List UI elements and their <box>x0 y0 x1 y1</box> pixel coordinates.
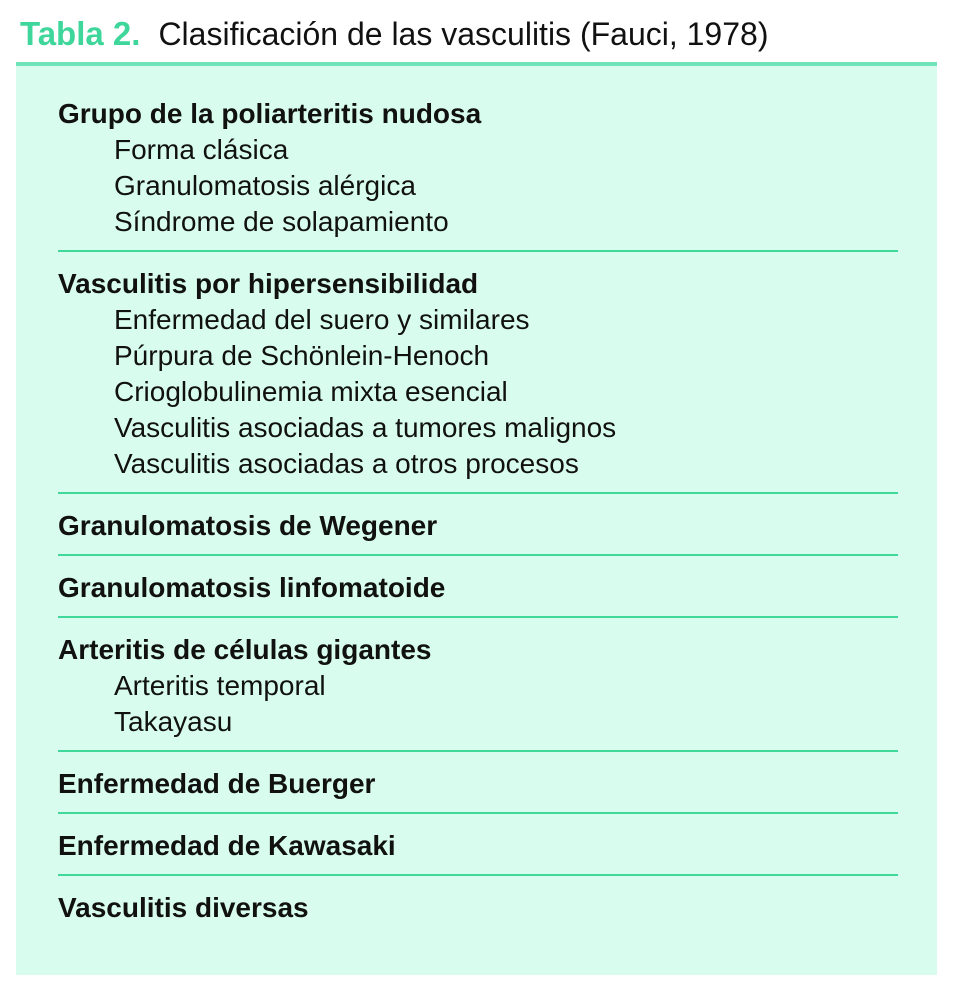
group-heading: Grupo de la poliarteritis nudosa <box>58 98 482 129</box>
group-item: Síndrome de solapamiento <box>114 206 449 237</box>
group-vasculitis-diversas <box>58 886 898 936</box>
group-granulomatosis-wegener <box>58 504 898 556</box>
group-item: Vasculitis asociadas a tumores malignos <box>114 412 617 443</box>
group-item: Crioglobulinemia mixta esencial <box>114 376 508 407</box>
group-heading: Granulomatosis linfomatoide <box>58 572 446 603</box>
group-item: Vasculitis asociadas a otros procesos <box>114 448 579 479</box>
group-heading: Vasculitis diversas <box>58 892 309 923</box>
classification-table <box>16 62 937 975</box>
group-granulomatosis-linfomatoide <box>58 566 898 618</box>
group-item: Forma clásica <box>114 134 289 165</box>
table-number-label: Tabla 2. <box>20 15 141 52</box>
table-title: Clasificación de las vasculitis (Fauci, 1978) <box>158 15 769 52</box>
group-arteritis-celulas-gigantes <box>58 628 898 752</box>
group-item: Takayasu <box>114 706 233 737</box>
group-enfermedad-kawasaki <box>58 824 898 876</box>
group-heading: Enfermedad de Buerger <box>58 768 376 799</box>
group-item: Enfermedad del suero y similares <box>114 304 530 335</box>
group-vasculitis-hipersensibilidad <box>58 262 898 494</box>
group-item: Granulomatosis alérgica <box>114 170 416 201</box>
group-heading: Arteritis de células gigantes <box>58 634 432 665</box>
group-enfermedad-buerger <box>58 762 898 814</box>
group-heading: Granulomatosis de Wegener <box>58 510 438 541</box>
group-item: Púrpura de Schönlein-Henoch <box>114 340 490 371</box>
group-poliarteritis-nudosa <box>58 92 898 252</box>
group-list <box>58 92 898 946</box>
group-heading: Vasculitis por hipersensibilidad <box>58 268 479 299</box>
group-item: Arteritis temporal <box>114 670 326 701</box>
group-heading: Enfermedad de Kawasaki <box>58 830 396 861</box>
table-caption <box>20 8 768 60</box>
